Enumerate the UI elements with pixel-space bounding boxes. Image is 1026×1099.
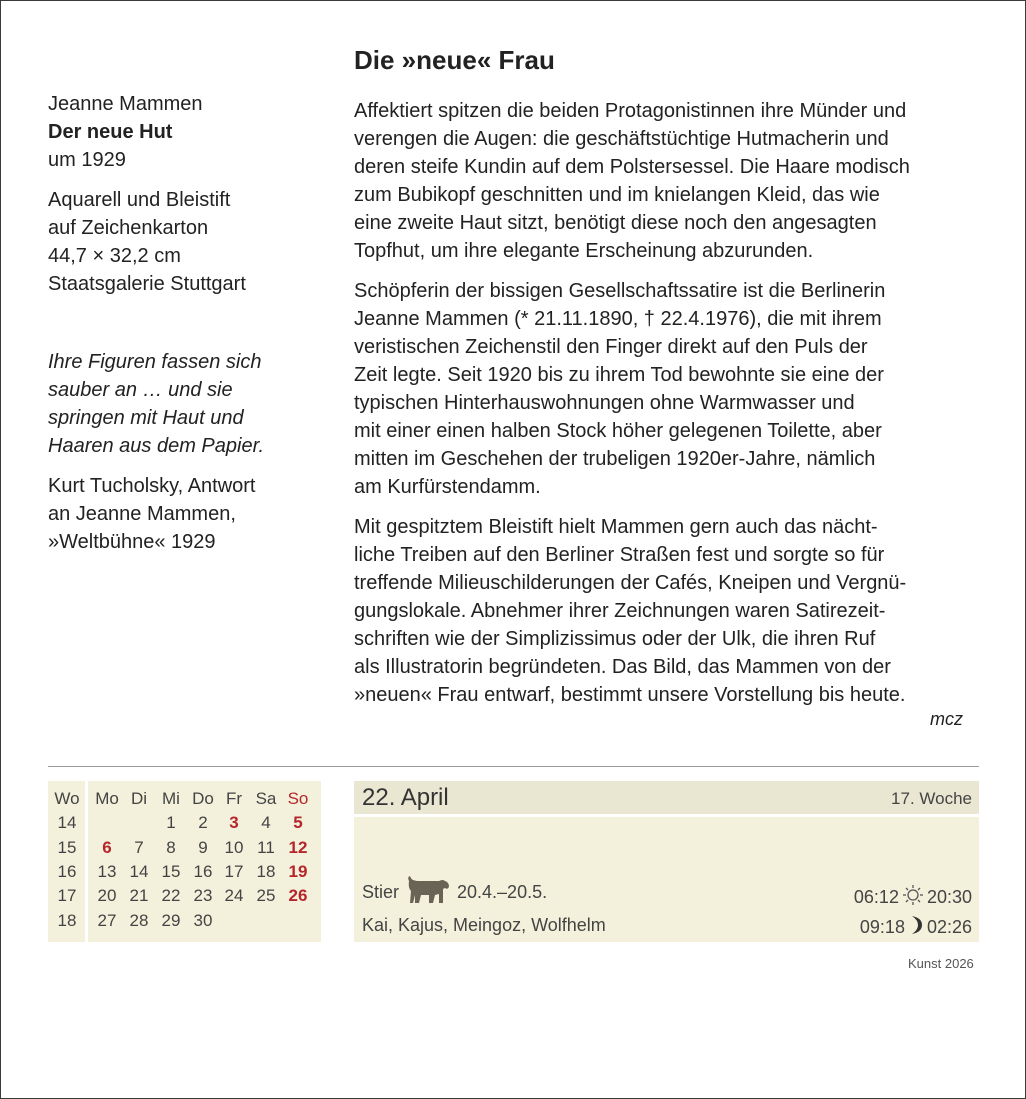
week-number-cell: 14 [57, 813, 77, 833]
calendar-day: 6 [102, 837, 112, 857]
moonset-time: 02:26 [926, 917, 972, 937]
weekday-header: Do [192, 789, 214, 808]
calendar-day: 14 [129, 861, 149, 881]
calendar-day: 3 [229, 813, 239, 833]
artwork-title: Der neue Hut [48, 121, 173, 143]
week-number-cell: 16 [57, 861, 77, 881]
quote-line2: sauber an … und sie [48, 379, 233, 401]
calendar-day: 16 [193, 861, 213, 881]
calendar-day: 28 [129, 910, 149, 930]
quote-line3: springen mit Haut und [48, 407, 244, 429]
calendar-day: 23 [193, 886, 213, 906]
calendar-day: 30 [193, 910, 213, 930]
weekday-header: Sa [255, 789, 277, 808]
quote-source2: an Jeanne Mammen, [48, 503, 236, 525]
week-number-cell: 18 [57, 910, 77, 930]
quote-source3: »Weltbühne« 1929 [48, 531, 216, 553]
article-title: Die »neue« Frau [354, 45, 555, 75]
artwork-dimensions: 44,7 × 32,2 cm [48, 245, 181, 267]
calendar-day: 26 [288, 886, 308, 906]
quote-line4: Haaren aus dem Papier. [48, 435, 265, 457]
calendar-day: 2 [198, 813, 208, 833]
sunrise-time: 06:12 [853, 887, 899, 907]
week-number-cell: 15 [57, 837, 77, 857]
footer-label: Kunst 2026 [908, 956, 974, 971]
calendar-day: 17 [224, 861, 244, 881]
artwork-date: um 1929 [48, 149, 126, 171]
quote-source1: Kurt Tucholsky, Antwort [48, 475, 256, 497]
day-date: 22. April [362, 784, 449, 811]
artwork-medium-line1: Aquarell und Bleistift [48, 189, 231, 211]
artwork-medium-line2: auf Zeichenkarton [48, 217, 209, 239]
artwork-collection: Staatsgalerie Stuttgart [48, 273, 246, 295]
author-initials: mcz [930, 709, 963, 729]
article-paragraph: Affektiert spitzen die beiden Protagonistinnen ihre Münder und verengen die Augen: die geschäftstüchtige Hutmacherin und deren steife Kundin auf dem Polstersessel. Die Haare modisch zum Bubikopf geschnitten und im knielangen Kleid, das wie eine zweite Haut sitzt, benötigt diese noch den angesagten Topfhut, um ihre elegante Erscheinung abzurunden. [354, 100, 910, 262]
calendar-day: 4 [261, 813, 271, 833]
calendar-day: 20 [97, 886, 117, 906]
calendar-day: 13 [97, 861, 117, 881]
calendar-day: 7 [134, 837, 144, 857]
weekday-header: Di [130, 789, 148, 808]
weekday-header: Mi [162, 789, 180, 808]
calendar-day: 9 [198, 837, 208, 857]
weekday-header: Mo [95, 789, 119, 808]
zodiac-info [362, 875, 547, 910]
calendar-day: 27 [97, 910, 117, 930]
article-paragraph: Mit gespitztem Bleistift hielt Mammen gern auch das nächt- liche Treiben auf den Berliner Straßen fest und sorgte so für treffende Milieuschilderungen der Cafés, Kneipen und Vergnü- gungslokale. Abnehmer ihrer Zeichnungen waren Satirezeit- schriften wie der Simplizissimus oder der Ulk, die ihren Ruf als Illustratorin begründeten. Das Bild, das Mammen von der »neuen« Frau entwarf, bestimmt unsere Vorstellung bis heute. [354, 516, 907, 706]
zodiac-range: 20.4.–20.5. [457, 882, 548, 902]
moon-times [860, 915, 972, 940]
calendar-day: 24 [224, 886, 244, 906]
calendar-separator [85, 781, 88, 942]
calendar-day: 21 [129, 886, 149, 906]
calendar-day: 10 [224, 837, 244, 857]
calendar-day: 25 [256, 886, 276, 906]
day-body [354, 817, 979, 942]
day-header [354, 781, 979, 814]
article-paragraph: Schöpferin der bissigen Gesellschaftssatire ist die Berlinerin Jeanne Mammen (* 21.11.1890, † 22.4.1976), die mit ihrem veristischen Zeichenstil den Finger direkt auf den Puls der Zeit legte. Seit 1920 bis zu ihrem Tod bewohnte sie eine der typischen Hinterhauswohnungen ohne Warmwasser und mit einer einen halben Stock höher gelegenen Toilette, aber mitten im Geschehen der trubeligen 1920er-Jahre, nämlich am Kurfürstendamm. [354, 280, 886, 498]
sun-icon [902, 884, 924, 911]
name-days: Kai, Kajus, Meingoz, Wolfhelm [362, 915, 606, 935]
weekday-header: So [287, 789, 309, 808]
calendar-day: 22 [161, 886, 181, 906]
artist-name: Jeanne Mammen [48, 93, 203, 115]
article [354, 41, 984, 721]
calendar-day: 18 [256, 861, 276, 881]
bull-icon [405, 875, 451, 910]
calendar-day: 29 [161, 910, 181, 930]
divider [48, 766, 979, 767]
calendar-day: 11 [257, 837, 275, 857]
week-number-cell: 17 [57, 886, 77, 906]
month-calendar [48, 781, 321, 942]
calendar-day: 5 [293, 813, 303, 833]
moon-icon [908, 915, 924, 940]
artwork-info [48, 90, 328, 556]
weekday-header: Fr [225, 789, 243, 808]
zodiac-name: Stier [362, 882, 400, 902]
calendar-day: 12 [288, 837, 308, 857]
calendar-day: 19 [288, 861, 308, 881]
sun-times [854, 884, 972, 911]
moonrise-time: 09:18 [859, 917, 905, 937]
sunset-time: 20:30 [926, 887, 972, 907]
quote-line1: Ihre Figuren fassen sich [48, 351, 262, 373]
week-number: 17. Woche [891, 789, 972, 808]
calendar-day: 8 [166, 837, 176, 857]
day-panel [354, 781, 979, 942]
week-header: Wo [54, 789, 80, 808]
calendar-day: 1 [166, 813, 176, 833]
calendar-day: 15 [161, 861, 181, 881]
